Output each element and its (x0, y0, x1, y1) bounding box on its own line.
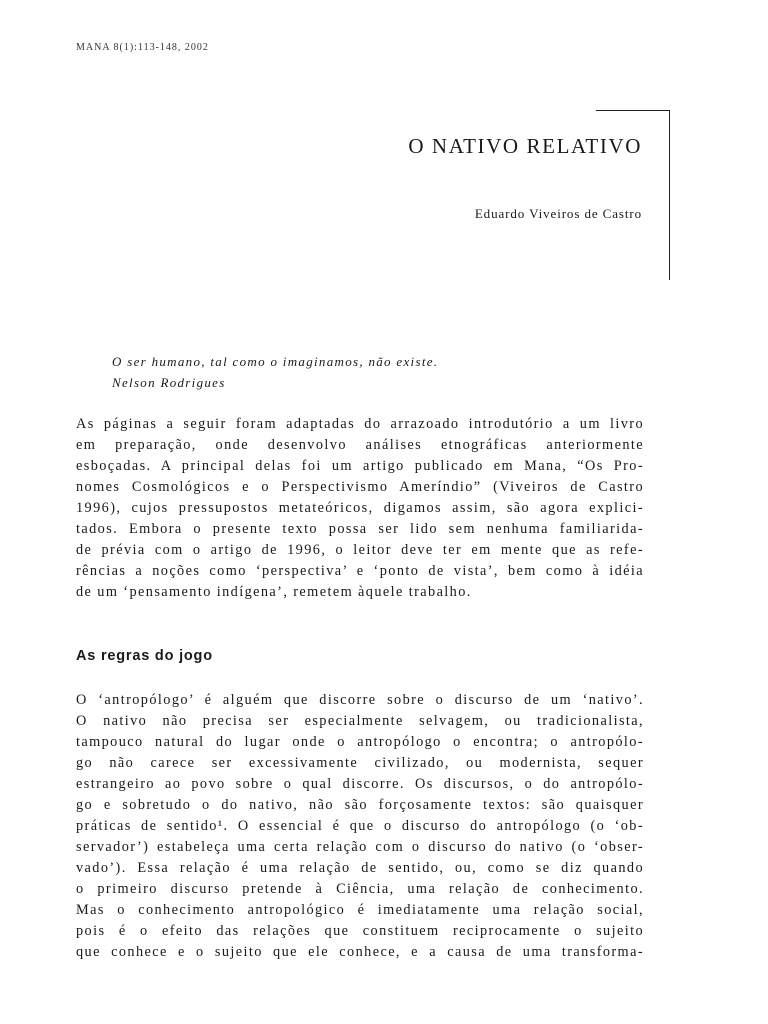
epigraph-quote: O ser humano, tal como o imaginamos, não existe. (112, 354, 439, 369)
body-line: go e sobretudo o do nativo, não são forçosamente textos: são quaisquer (76, 797, 644, 813)
intro-line: em preparação, onde desenvolvo análises etnográficas anteriormente (76, 437, 644, 453)
body-line: vado’). Essa relação é uma relação de sentido, ou, como se diz quando (76, 860, 644, 876)
body-line: go não carece ser excessivamente civilizado, ou modernista, sequer (76, 755, 644, 771)
body-line: tampouco natural do lugar onde o antropólogo o encontra; o antropólo- (76, 734, 644, 750)
title-rule-right (669, 110, 670, 280)
body-line: O ‘antropólogo’ é alguém que discorre sobre o discurso de um ‘nativo’. (76, 692, 644, 708)
body-line: o primeiro discurso pretende à Ciência, uma relação de conhecimento. (76, 881, 644, 897)
body-paragraph (76, 690, 644, 963)
intro-line: rências a noções como ‘perspectiva’ e ‘ponto de vista’, bem como à idéia (76, 563, 644, 579)
intro-line: 1996), cujos pressupostos metateóricos, digamos assim, são agora explici- (76, 500, 644, 516)
intro-line: de um ‘pensamento indígena’, remetem àquele trabalho. (76, 584, 472, 600)
article-title: O NATIVO RELATIVO (408, 134, 642, 158)
intro-line: de prévia com o artigo de 1996, o leitor deve ter em mente que as refe- (76, 542, 644, 558)
section-heading: As regras do jogo (76, 648, 213, 664)
body-line: práticas de sentido¹. O essencial é que o discurso do antropólogo (o ‘ob- (76, 818, 644, 834)
intro-line: tados. Embora o presente texto possa ser lido sem nenhuma familiarida- (76, 521, 644, 537)
intro-line: esboçadas. A principal delas foi um artigo publicado em Mana, “Os Pro- (76, 458, 644, 474)
epigraph-attribution: Nelson Rodrigues (112, 375, 226, 390)
epigraph (112, 351, 438, 393)
intro-paragraph (76, 414, 644, 603)
intro-line: nomes Cosmológicos e o Perspectivismo Ameríndio” (Viveiros de Castro (76, 479, 644, 495)
title-rule-top (596, 110, 670, 111)
author-name: Eduardo Viveiros de Castro (474, 206, 642, 221)
body-line: O nativo não precisa ser especialmente selvagem, ou tradicionalista, (76, 713, 644, 729)
body-line: que conhece e o sujeito que ele conhece, e a causa de uma transforma- (76, 944, 644, 960)
body-line: Mas o conhecimento antropológico é imediatamente uma relação social, (76, 902, 644, 918)
running-head: MANA 8(1):113-148, 2002 (76, 42, 209, 53)
body-line: estrangeiro ao povo sobre o qual discorre. Os discursos, o do antropólo- (76, 776, 644, 792)
body-line: servador’) estabeleça uma certa relação com o discurso do nativo (o ‘obser- (76, 839, 644, 855)
body-line: pois é o efeito das relações que constituem reciprocamente o sujeito (76, 923, 644, 939)
intro-line: As páginas a seguir foram adaptadas do arrazoado introdutório a um livro (76, 416, 644, 432)
